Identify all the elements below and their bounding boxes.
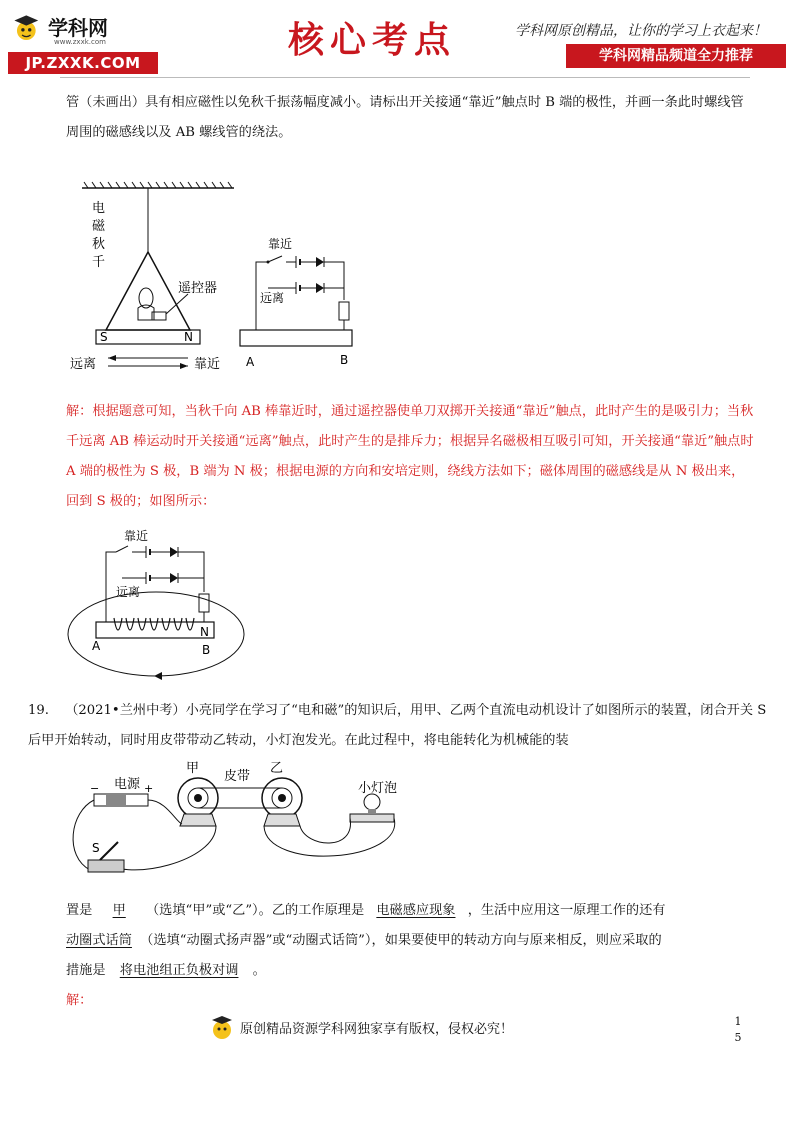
q19-answer-2: 电磁感应现象 bbox=[376, 903, 456, 918]
page-number-top: 1 bbox=[734, 1015, 742, 1028]
rod-a-label: A bbox=[246, 355, 255, 369]
logo-mascot-icon bbox=[8, 12, 48, 46]
page-number-bottom: 5 bbox=[734, 1031, 742, 1044]
swing-n-pole: N bbox=[184, 330, 193, 344]
q18-continuation: 管（未画出）具有相应磁性以免秋千振荡幅度减小。请标出开关接通“靠近”触点时 B 端的极性，并画一条此时螺线管周围的磁感线以及 AB 螺线管的绕法。 bbox=[66, 95, 744, 140]
page-number bbox=[733, 1014, 743, 1046]
swing-label-1: 电 bbox=[92, 201, 106, 216]
q19-line2-post: （选填“动圈式扬声器”或“动圈式话筒”），如果要使甲的转动方向与原来相反，则应采取的 bbox=[140, 933, 662, 948]
q19-stem-text: （2021•兰州中考）小亮同学在学习了“电和磁”的知识后，用甲、乙两个直流电动机设计了如图所示的装置，闭合开关 S 后甲开始转动，同时用皮带带动乙转动，小灯泡发光。在此过程中，将电能转化为机械能的装 bbox=[28, 703, 767, 748]
bulb-label: 小灯泡 bbox=[358, 781, 398, 796]
q19-number: 19. bbox=[28, 703, 49, 718]
page-header bbox=[0, 0, 800, 80]
swing-s-pole: S bbox=[100, 330, 108, 344]
header-slogan: 学科网原创精品，让你的学习上衣起来！ bbox=[515, 23, 767, 39]
circuit-near-label: 靠近 bbox=[268, 237, 293, 251]
q19-answer-label: 解： bbox=[66, 993, 93, 1008]
motor-yi-label: 乙 bbox=[270, 761, 284, 776]
header-divider bbox=[60, 77, 750, 78]
q19-answer-line-1 bbox=[66, 896, 756, 926]
power-minus: − bbox=[90, 782, 100, 795]
q19-stem bbox=[28, 696, 768, 756]
remote-label: 遥控器 bbox=[178, 281, 218, 296]
motor-figure bbox=[66, 752, 426, 892]
logo-url: JP.ZXXK.COM bbox=[8, 52, 158, 74]
solenoid-away-label: 远离 bbox=[116, 585, 141, 599]
logo-small-url: www.zxxk.com bbox=[54, 38, 106, 46]
q19-line3-pre: 措施是 bbox=[66, 963, 106, 978]
swing-label-3: 秋 bbox=[92, 237, 106, 252]
solenoid-near-label: 靠近 bbox=[124, 529, 149, 543]
switch-s-label: S bbox=[92, 841, 100, 855]
q19-line1-pre: 置是 bbox=[66, 903, 93, 918]
q19-answer-3: 动圈式话筒 bbox=[66, 933, 132, 948]
circuit-away-label: 远离 bbox=[260, 291, 285, 305]
footer-mascot-icon bbox=[210, 1014, 236, 1042]
solenoid-figure bbox=[66, 524, 246, 680]
footer-copyright: 原创精品资源学科网独家享有版权，侵权必究！ bbox=[240, 1022, 514, 1037]
q19-line3-post: 。 bbox=[252, 963, 266, 978]
q19-line1-mid: （选填“甲”或“乙”）。乙的工作原理是 bbox=[145, 903, 365, 918]
q19-answer-4: 将电池组正负极对调 bbox=[119, 963, 239, 978]
q19-answer-line-3 bbox=[66, 956, 756, 986]
header-banner: 学科网精品频道全力推荐 bbox=[566, 44, 786, 68]
rod-b-label: B bbox=[340, 353, 349, 367]
power-label: 电源 bbox=[114, 777, 141, 792]
logo-name: 学科网 bbox=[48, 16, 108, 40]
q18-answer: 解：根据题意可知，当秋千向 AB 棒靠近时，通过遥控器使单刀双掷开关接通“靠近”触点，此时产生的是吸引力；当秋千远离 AB 棒运动时开关接通“远离”触点，此时产生的是排斥力；根据异名磁极相互吸引可知，开关接通“靠近”触点时 A 端的极性为 S 极，B 端为 N 极；根据电源的方向和安培定则，绕线方法如下；磁体周围的磁感线是从 N 极出来，回到 S 极的；如图所示： bbox=[66, 404, 754, 509]
q19-answer-line-2 bbox=[66, 926, 756, 956]
q19-answer-1: 甲 bbox=[112, 903, 126, 918]
motor-jia-label: 甲 bbox=[186, 761, 200, 776]
page-footer bbox=[210, 1014, 610, 1042]
swing-figure bbox=[66, 180, 246, 380]
belt-label: 皮带 bbox=[224, 769, 251, 784]
swing-label-2: 磁 bbox=[92, 219, 106, 234]
swing-label-4: 千 bbox=[92, 255, 106, 270]
near-label: 靠近 bbox=[194, 357, 221, 372]
solenoid-n-label: N bbox=[200, 625, 209, 639]
site-logo[interactable] bbox=[8, 8, 158, 74]
solenoid-a-label: A bbox=[92, 639, 101, 653]
power-plus: + bbox=[144, 782, 154, 795]
header-title: 核心考点 bbox=[288, 19, 457, 61]
q19-line1-post: ，生活中应用这一原理工作的还有 bbox=[467, 903, 666, 918]
away-label: 远离 bbox=[70, 357, 97, 372]
solenoid-b-label: B bbox=[202, 643, 211, 657]
rod-circuit-figure bbox=[232, 232, 372, 372]
